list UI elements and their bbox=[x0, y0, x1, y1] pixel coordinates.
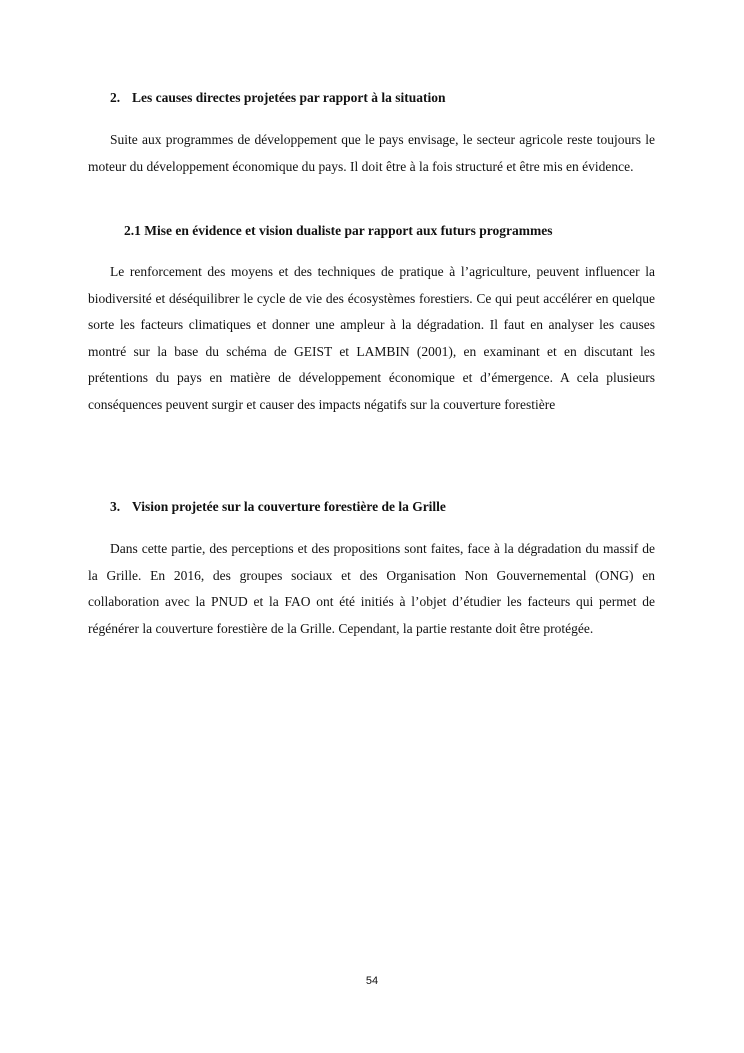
section-2-1-paragraph: Le renforcement des moyens et des techniques de pratique à l’agriculture, peuvent influencer la biodiversité et déséquilibrer le cycle de vie des écosystèmes forestiers. Ce qui peut accélérer en quelque sorte les facteurs climatiques et donner une ampleur à la dégradation. Il faut en analyser les causes montré sur la base du schéma de GEIST et LAMBIN (2001), en examinant et en discutant les prétentions du pays en matière de développement économique et d’émergence. A cela plusieurs conséquences peuvent surgir et causer des impacts négatifs sur la couverture forestière bbox=[88, 264, 655, 412]
section-3-number: 3. bbox=[110, 499, 121, 514]
section-3-title: Vision projetée sur la couverture forestière de la Grille bbox=[132, 499, 446, 514]
section-2-heading bbox=[110, 89, 445, 107]
page-number: 54 bbox=[365, 975, 379, 987]
section-2-1-heading: 2.1 Mise en évidence et vision dualiste par rapport aux futurs programmes bbox=[124, 223, 553, 238]
section-2-title: Les causes directes projetées par rapport à la situation bbox=[132, 90, 446, 105]
section-2-paragraph: Suite aux programmes de développement que le pays envisage, le secteur agricole reste toujours le moteur du développement économique du pays. Il doit être à la fois structuré et être mis en évidence. bbox=[88, 132, 655, 174]
section-3-heading bbox=[110, 498, 446, 516]
section-3-paragraph: Dans cette partie, des perceptions et des propositions sont faites, face à la dégradation du massif de la Grille. En 2016, des groupes sociaux et des Organisation Non Gouvernemental (ONG) en collaboration avec la PNUD et la FAO ont été initiés à l’objet d’étudier les facteurs qui permet de régénérer la couverture forestière de la Grille. Cependant, la partie restante doit être protégée. bbox=[88, 541, 655, 636]
section-2-number: 2. bbox=[110, 90, 121, 105]
